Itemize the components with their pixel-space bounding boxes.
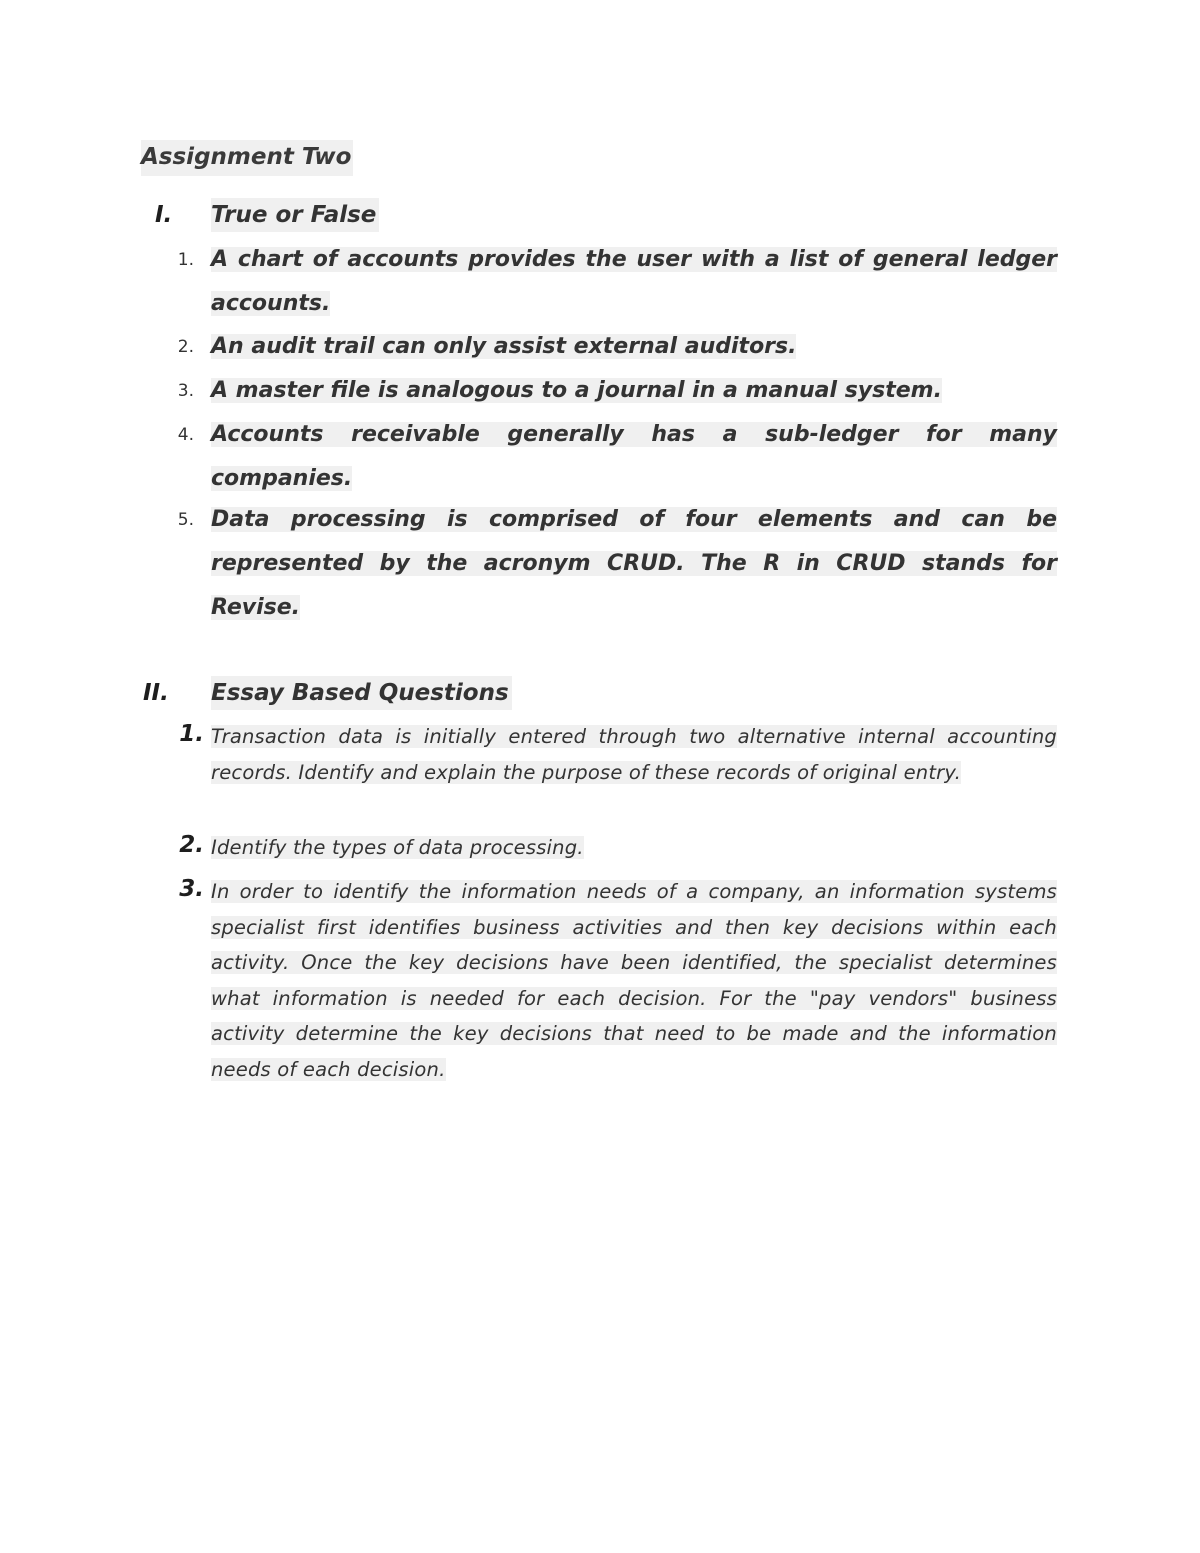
item-text: A master file is analogous to a journal in a manual system. bbox=[211, 378, 942, 403]
section-numeral: I. bbox=[155, 202, 173, 228]
item-text: A chart of accounts provides the user with a list of general ledger accounts. bbox=[211, 247, 1057, 316]
item-number: 3. bbox=[179, 876, 204, 902]
item-number: 3. bbox=[177, 381, 194, 401]
item-number: 4. bbox=[177, 425, 194, 445]
section-heading: Essay Based Questions bbox=[211, 676, 512, 710]
section-heading: True or False bbox=[211, 198, 379, 232]
document-title: Assignment Two bbox=[141, 140, 353, 176]
section-essay-header bbox=[141, 676, 1057, 710]
item-number: 1. bbox=[177, 250, 194, 270]
item-text: Accounts receivable generally has a sub-ledger for many companies. bbox=[211, 422, 1057, 491]
item-number: 2. bbox=[177, 337, 194, 357]
item-number: 1. bbox=[179, 721, 204, 747]
item-text: Data processing is comprised of four elements and can be represented by the acronym CRUD. The R in CRUD stands for Revise. bbox=[211, 507, 1057, 620]
item-number: 2. bbox=[179, 832, 204, 858]
item-text: Identify the types of data processing. bbox=[211, 836, 584, 859]
item-text: In order to identify the information needs of a company, an information systems specialist first identifies business activities and then key decisions within each activity. Once the key decisions have been identified, the specialist determines what information is needed for each decision. For the "pay vendors" business activity determine the key decisions that need to be made and the information needs of each decision. bbox=[211, 880, 1057, 1081]
item-number: 5. bbox=[177, 510, 194, 530]
section-numeral: II. bbox=[143, 680, 169, 706]
item-text: Transaction data is initially entered through two alternative internal accounting records. Identify and explain the purpose of these records of original entry. bbox=[211, 725, 1057, 784]
section-true-false-header bbox=[141, 198, 1057, 232]
item-text: An audit trail can only assist external auditors. bbox=[211, 334, 797, 359]
